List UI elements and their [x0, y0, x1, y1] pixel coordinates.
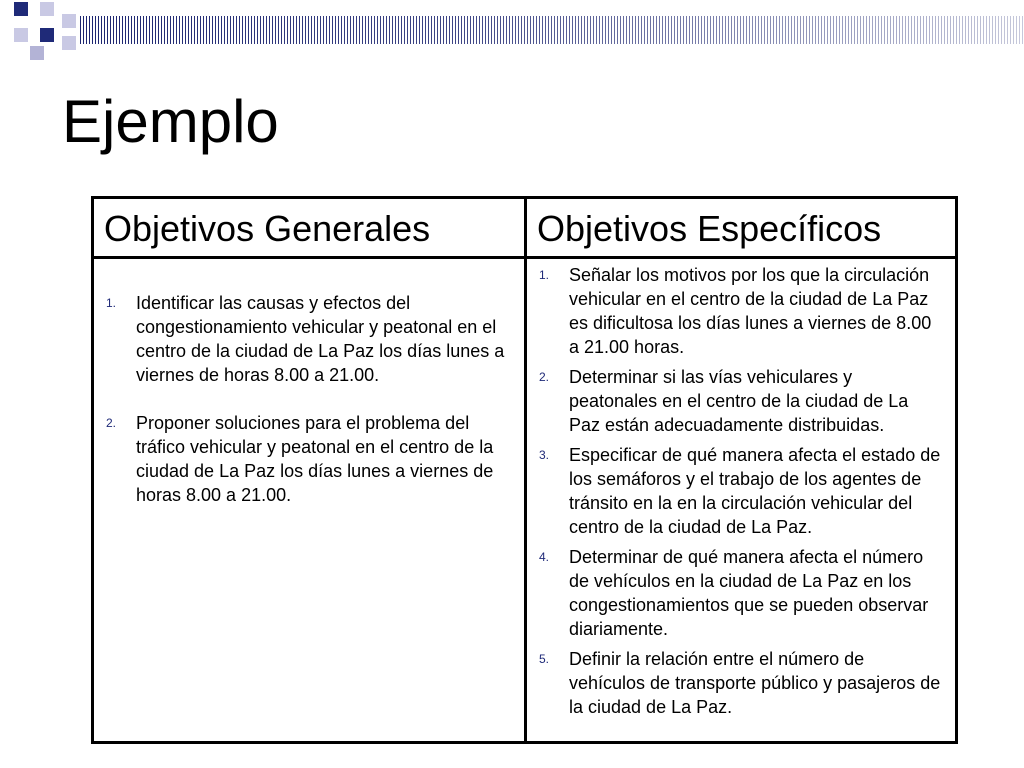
list-number: 4.	[539, 550, 550, 564]
list-text: Señalar los motivos por los que la circulación vehicular en el centro de la ciudad de La Paz es dificultosa los días lunes a viernes de 8.00 a 21.00 horas.	[569, 265, 932, 357]
list-number: 2.	[539, 370, 550, 384]
slide-title: Ejemplo	[62, 88, 279, 155]
list-number: 2.	[106, 416, 117, 430]
list-number: 3.	[539, 448, 550, 462]
list-number: 5.	[539, 652, 550, 666]
specific-objectives-list	[527, 263, 955, 719]
list-item	[94, 411, 524, 507]
list-text: Determinar si las vías vehiculares y peatonales en el centro de la ciudad de La Paz están adecuadamente distribuidas.	[569, 367, 909, 435]
list-text: Determinar de qué manera afecta el número de vehículos en la ciudad de La Paz en los congestionamientos que se pueden observar diariamente.	[569, 547, 929, 639]
decorative-square	[14, 28, 28, 42]
specific-objectives-cell	[526, 258, 957, 743]
list-text: Proponer soluciones para el problema del tráfico vehicular y peatonal en el centro de la ciudad de La Paz los días lunes a viernes de horas 8.00 a 21.00.	[136, 413, 494, 505]
table-header-row	[93, 198, 957, 258]
general-objectives-cell	[93, 258, 526, 743]
list-item	[94, 291, 524, 387]
header-label: Objetivos Específicos	[537, 207, 882, 249]
list-text: Especificar de qué manera afecta el estado de los semáforos y el trabajo de los agentes de tránsito en la en la circulación vehicular del centro de la ciudad de La Paz.	[569, 445, 941, 537]
list-item	[527, 443, 955, 539]
decorative-square	[40, 2, 54, 16]
header-label: Objetivos Generales	[104, 207, 431, 249]
header-general-objectives	[93, 198, 526, 258]
decorative-square	[62, 36, 76, 50]
table-body-row	[93, 258, 957, 743]
decorative-square	[40, 28, 54, 42]
list-number: 1.	[539, 268, 550, 282]
list-item	[527, 545, 955, 641]
header-specific-objectives	[526, 198, 957, 258]
header-gradient-bar	[80, 16, 1024, 44]
list-text: Identificar las causas y efectos del congestionamiento vehicular y peatonal en el centro de la ciudad de La Paz los días lunes a viernes de horas 8.00 a 21.00.	[136, 293, 505, 385]
list-item	[527, 365, 955, 437]
objectives-table	[91, 196, 958, 744]
list-number: 1.	[106, 296, 117, 310]
decorative-square	[30, 46, 44, 60]
decorative-square	[14, 2, 28, 16]
general-objectives-list	[94, 291, 524, 507]
list-item	[527, 647, 955, 719]
list-item	[527, 263, 955, 359]
decorative-square	[62, 14, 76, 28]
list-text: Definir la relación entre el número de vehículos de transporte público y pasajeros de la ciudad de La Paz.	[569, 649, 941, 717]
